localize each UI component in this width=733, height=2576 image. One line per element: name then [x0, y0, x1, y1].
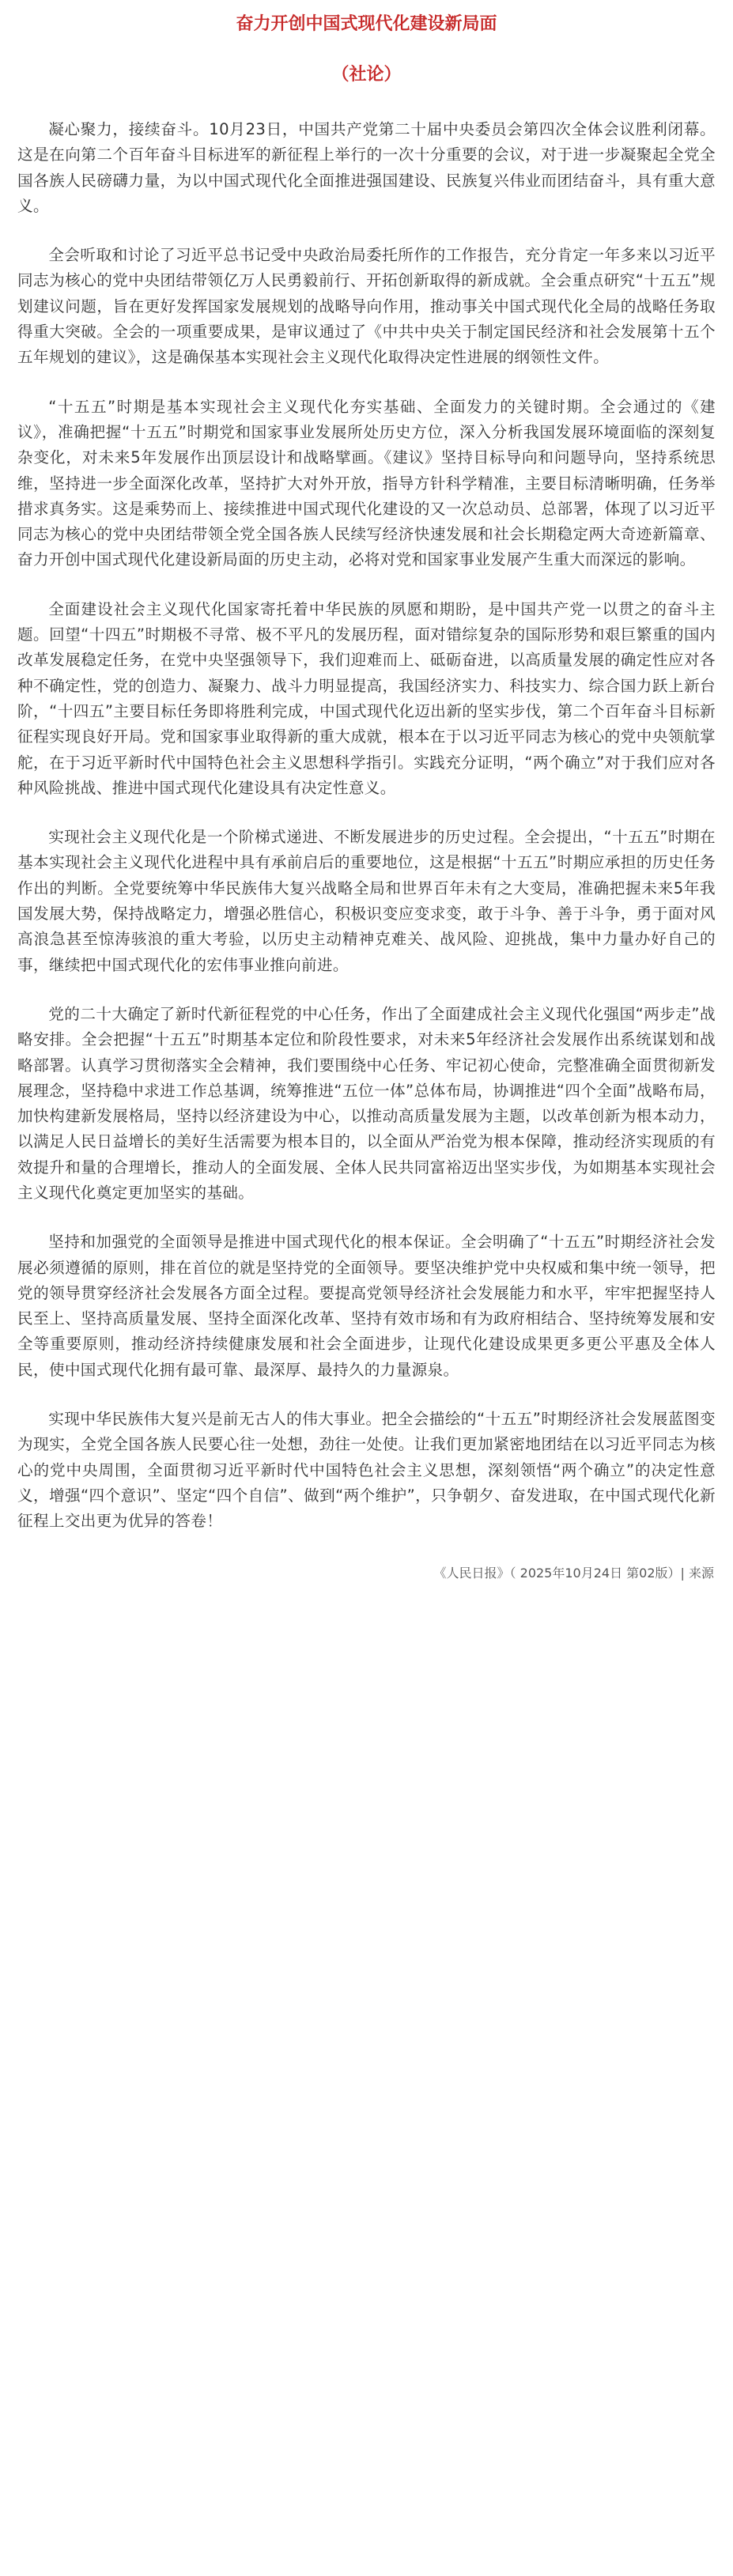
paragraph-4: 全面建设社会主义现代化国家寄托着中华民族的夙愿和期盼，是中国共产党一以贯之的奋斗主题。回望“十四五”时期极不寻常、极不平凡的发展历程，面对错综复杂的国际形势和艰巨繁重的国内改革发展稳定任务，在党中央坚强领导下，我们迎难而上、砥砺奋进，以高质量发展的确定性应对各种不确定性，党的创造力、凝聚力、战斗力明显提高，我国经济实力、科技实力、综合国力跃上新台阶，“十四五”主要目标任务即将胜利完成，中国式现代化迈出新的坚实步伐，第二个百年奋斗目标新征程实现良好开局。党和国家事业取得新的重大成就，根本在于以习近平同志为核心的党中央领航掌舵，在于习近平新时代中国特色社会主义思想科学指引。实践充分证明，“两个确立”对于我们应对各种风险挑战、推进中国式现代化建设具有决定性意义。 [17, 599, 716, 797]
paragraph-3: “十五五”时期是基本实现社会主义现代化夯实基础、全面发力的关键时期。全会通过的《建议》，准确把握“十五五”时期党和国家事业发展所处历史方位，深入分析我国发展环境面临的深刻复杂变化，对未来5年发展作出顶层设计和战略擘画。《建议》坚持目标导向和问题导向，坚持系统思维，坚持进一步全面深化改革，坚持扩大对外开放，指导方针科学精准，主要目标清晰明确，任务举措求真务实。这是乘势而上、接续推进中国式现代化建设的又一次总动员、总部署，体现了以习近平同志为核心的党中央团结带领全党全国各族人民续写经济快速发展和社会长期稳定两大奇迹新篇章、奋力开创中国式现代化建设新局面的历史主动，必将对党和国家事业发展产生重大而深远的影响。 [17, 397, 716, 569]
paragraph-2: 全会听取和讨论了习近平总书记受中央政治局委托所作的工作报告，充分肯定一年多来以习近平同志为核心的党中央团结带领亿万人民勇毅前行、开拓创新取得的新成就。全会重点研究“十五五”规划建议问题，旨在更好发挥国家发展规划的战略导向作用，推动事关中国式现代化全局的战略任务取得重大突破。全会的一项重要成果，是审议通过了《中共中央关于制定国民经济和社会发展第十五个五年规划的建议》，这是确保基本实现社会主义现代化取得决定性进展的纲领性文件。 [17, 246, 716, 367]
article-body [17, 117, 716, 1535]
article-source: 《人民日报》（ 2025年10月24日 第02版）| 来源 [433, 1565, 714, 1581]
paragraph-5: 实现社会主义现代化是一个阶梯式递进、不断发展进步的历史过程。全会提出，“十五五”时期在基本实现社会主义现代化进程中具有承前启后的重要地位，这是根据“十五五”时期应承担的历史任务作出的判断。全党要统筹中华民族伟大复兴战略全局和世界百年未有之大变局，准确把握未来5年我国发展大势，保持战略定力，增强必胜信心，积极识变应变求变，敢于斗争、善于斗争，勇于面对风高浪急甚至惊涛骇浪的重大考验，以历史主动精神克难关、战风险、迎挑战，集中力量办好自己的事，继续把中国式现代化的宏伟事业推向前进。 [17, 828, 716, 974]
paragraph-1: 凝心聚力，接续奋斗。10月23日，中国共产党第二十届中央委员会第四次全体会议胜利闭幕。这是在向第二个百年奋斗目标进军的新征程上举行的一次十分重要的会议，对于进一步凝聚起全党全国各族人民磅礴力量，为以中国式现代化全面推进强国建设、民族复兴伟业而团结奋斗，具有重大意义。 [17, 120, 716, 215]
paragraph-8: 实现中华民族伟大复兴是前无古人的伟大事业。把全会描绘的“十五五”时期经济社会发展蓝图变为现实，全党全国各族人民要心往一处想，劲往一处使。让我们更加紧密地团结在以习近平同志为核心的党中央周围，全面贯彻习近平新时代中国特色社会主义思想，深刻领悟“两个确立”的决定性意义，增强“四个意识”、坚定“四个自信”、做到“两个维护”，只争朝夕、奋发进取，在中国式现代化新征程上交出更为优异的答卷！ [17, 1410, 716, 1531]
paragraph-6: 党的二十大确定了新时代新征程党的中心任务，作出了全面建成社会主义现代化强国“两步走”战略安排。全会把握“十五五”时期基本定位和阶段性要求，对未来5年经济社会发展作出系统谋划和战略部署。认真学习贯彻落实全会精神，我们要围绕中心任务、牢记初心使命，完整准确全面贯彻新发展理念，坚持稳中求进工作总基调，统筹推进“五位一体”总体布局，协调推进“四个全面”战略布局，加快构建新发展格局，坚持以经济建设为中心，以推动高质量发展为主题，以改革创新为根本动力，以满足人民日益增长的美好生活需要为根本目的，以全面从严治党为根本保障，推动经济实现质的有效提升和量的合理增长，推动人的全面发展、全体人民共同富裕迈出坚实步伐，为如期基本实现社会主义现代化奠定更加坚实的基础。 [17, 1004, 716, 1202]
paragraph-7: 坚持和加强党的全面领导是推进中国式现代化的根本保证。全会明确了“十五五”时期经济社会发展必须遵循的原则，排在首位的就是坚持党的全面领导。要坚决维护党中央权威和集中统一领导，把党的领导贯穿经济社会发展各方面全过程。要提高党领导经济社会发展能力和水平，牢牢把握坚持人民至上、坚持高质量发展、坚持全面深化改革、坚持有效市场和有为政府相结合、坚持统筹发展和安全等重要原则，推动经济持续健康发展和社会全面进步，让现代化建设成果更多更公平惠及全体人民，使中国式现代化拥有最可靠、最深厚、最持久的力量源泉。 [17, 1233, 716, 1379]
article-subtitle: （社论） [331, 65, 402, 85]
article-title: 奋力开创中国式现代化建设新局面 [236, 14, 497, 34]
